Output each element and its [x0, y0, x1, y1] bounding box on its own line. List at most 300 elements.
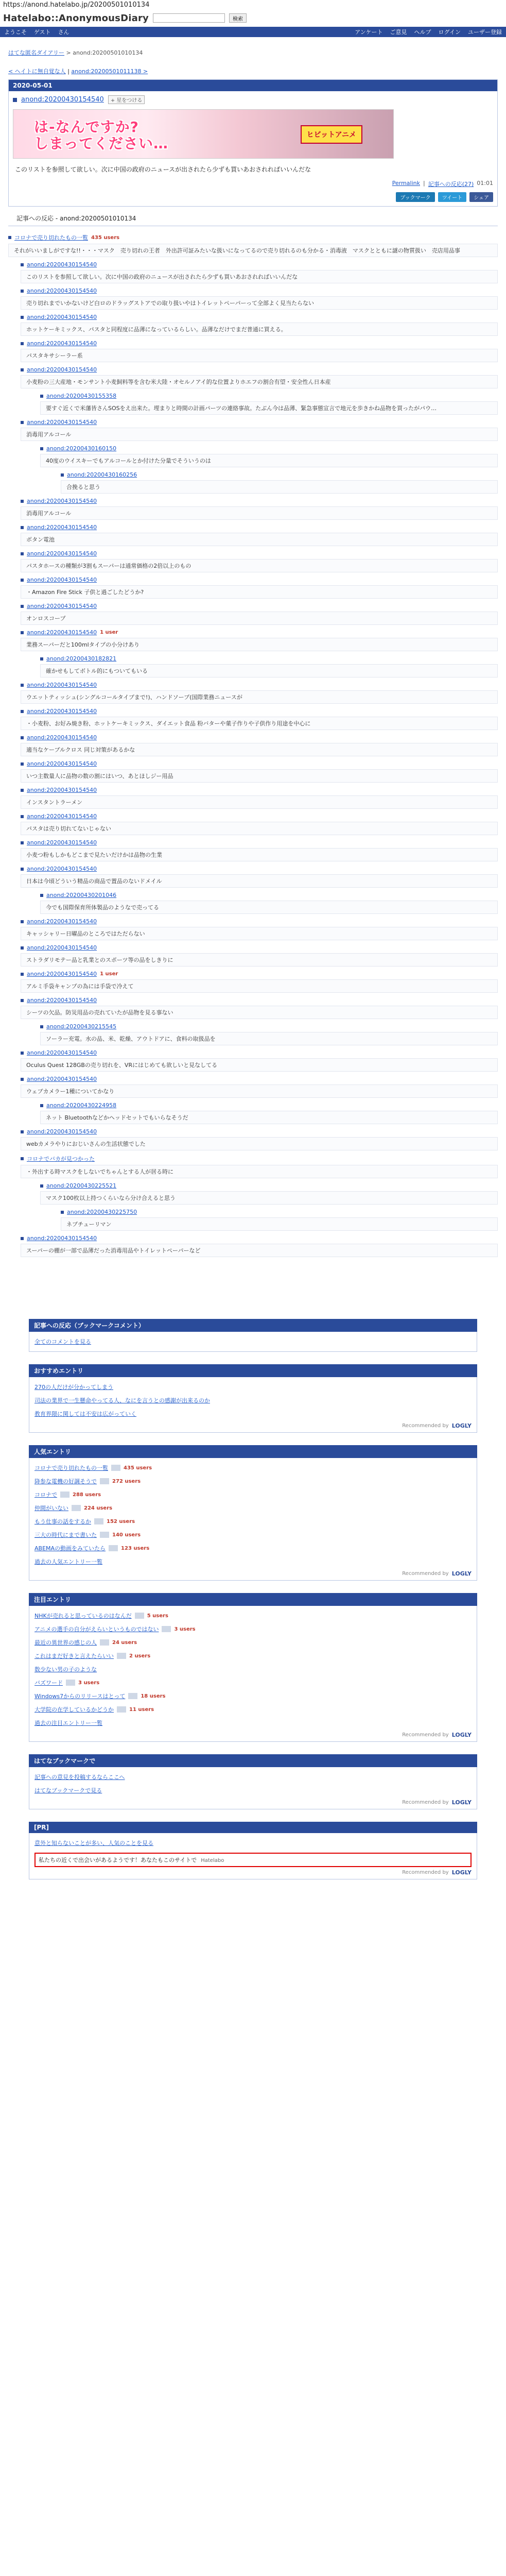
reaction-link[interactable]: anond:20200430154540: [27, 498, 97, 504]
reaction-text: シーツの欠品。防災用品の売れていたが品物を見る事ない: [21, 1006, 498, 1019]
users-count[interactable]: 11 users: [129, 1706, 154, 1713]
reaction-text: パスタホースの種類が3割もスーパーは通常価格の2倍以上のもの: [21, 559, 498, 572]
reaction-link[interactable]: コロナでバカが見つかった: [27, 1156, 95, 1162]
reaction-link[interactable]: anond:20200430154540: [27, 944, 97, 951]
reaction-head: [21, 362, 498, 375]
reaction-head: [21, 336, 498, 349]
reaction-link[interactable]: anond:20200430154540: [27, 682, 97, 688]
reaction-text: ボタン電池: [21, 533, 498, 546]
reaction-text: ・小麦粉、お好み焼き粉、ホットケーキミックス、ダイエット食品 粉バターや菓子作りや子供作り用途を中心に: [21, 717, 498, 730]
thumbnail-icon: [117, 1706, 126, 1713]
users-count[interactable]: 224 users: [84, 1505, 113, 1511]
section-item-link[interactable]: これはまだ好きと言えたらいい: [34, 1653, 114, 1659]
reaction-node: [21, 1124, 498, 1150]
thumbnail-icon: [66, 1680, 75, 1686]
section-title: 記事への反応（ブックマークコメント）: [29, 1319, 477, 1332]
reaction-head: [61, 467, 498, 480]
reaction-node: [21, 861, 498, 888]
reaction-node: [21, 625, 498, 651]
reaction-text: アルミ手袋キャンプの為には手袋で冷えて: [21, 979, 498, 993]
banner-logo: ヒビットアニメ: [301, 125, 362, 144]
users-count[interactable]: 272 users: [112, 1478, 141, 1484]
reaction-head: [40, 888, 498, 901]
reaction-head: [21, 967, 498, 979]
reaction-head: [21, 310, 498, 323]
reaction-link[interactable]: anond:20200430154540: [27, 708, 97, 715]
reaction-node: [21, 257, 498, 283]
thumbnail-icon: [111, 1465, 120, 1471]
survey-link[interactable]: アンケート: [355, 29, 383, 36]
bullet-icon: [21, 815, 24, 818]
reaction-link[interactable]: anond:20200430154540: [27, 603, 97, 609]
bullet-icon: [21, 868, 24, 871]
tweet-button[interactable]: ツイート: [438, 192, 467, 202]
users-count[interactable]: 152 users: [107, 1518, 135, 1524]
section-item-link[interactable]: 降参な電機の好調そうで: [34, 1478, 97, 1485]
users-count[interactable]: 140 users: [112, 1532, 141, 1538]
bullet-icon: [21, 973, 24, 976]
reaction-head: [21, 783, 498, 795]
bullet-icon: [40, 1025, 43, 1028]
reaction-text: Oculus Quest 128GBの売り切れを、VRにはじめても欲しいと見なしてる: [21, 1058, 498, 1072]
bullet-icon: [21, 1157, 24, 1160]
reaction-link[interactable]: anond:20200430154540: [27, 550, 97, 557]
section-item: [34, 1636, 472, 1649]
users-count[interactable]: 5 users: [147, 1613, 168, 1619]
reaction-node: [40, 1178, 498, 1205]
reaction-head: [21, 599, 498, 612]
bullet-icon: [21, 368, 24, 371]
users-count[interactable]: 288 users: [73, 1492, 101, 1498]
reaction-link[interactable]: anond:20200430154540: [27, 419, 97, 426]
reaction-link[interactable]: anond:20200430154540: [27, 997, 97, 1004]
reactions-title: 記事への反応 - anond:20200501010134: [8, 207, 498, 226]
reaction-text: ネプチューリマン: [61, 1217, 498, 1231]
reaction-link[interactable]: anond:20200430154540: [27, 866, 97, 872]
section-item: [34, 1475, 472, 1488]
section-item: [34, 1689, 472, 1703]
section-item-link[interactable]: 大学院の在学しているかどうか: [34, 1706, 114, 1713]
reaction-link[interactable]: anond:20200430224958: [46, 1102, 117, 1109]
reaction-head: [21, 677, 498, 690]
reaction-text: ウエットティッシュ(シングルコールタイプまで!)、ハンドソープ(国際業務ニュースが: [21, 690, 498, 704]
section-item-link[interactable]: ABEMAの動画をみていたら: [34, 1545, 106, 1552]
reaction-node: [21, 730, 498, 756]
bullet-icon: [40, 657, 43, 660]
section-item-link[interactable]: NHKが売れると思っているのはなんだ: [34, 1613, 132, 1619]
reaction-head: [21, 1150, 498, 1165]
reaction-link[interactable]: anond:20200430154540: [27, 629, 97, 636]
recommended-label: Recommended by: [402, 1800, 449, 1805]
users-count[interactable]: 123 users: [121, 1545, 150, 1551]
reaction-link[interactable]: anond:20200430215545: [46, 1023, 117, 1030]
reaction-link[interactable]: anond:20200430154540: [27, 813, 97, 820]
banner-line-1: は-なんですか?: [34, 118, 139, 135]
section-item-link[interactable]: Windows7からのリリースはとって: [34, 1693, 126, 1700]
entry-bullet-icon: [13, 98, 17, 102]
section-item: [34, 1515, 472, 1528]
reaction-text: 業務スーパーだと100mlタイプの小分けあり: [21, 638, 498, 651]
section-item: [34, 1488, 472, 1501]
login-link[interactable]: ログイン: [438, 29, 461, 36]
section-item-link[interactable]: 三大の時代にまで書いた: [34, 1532, 97, 1538]
url-bar: https://anond.hatelabo.jp/20200501010134: [3, 1, 150, 9]
star-button[interactable]: + 星をつける: [108, 95, 145, 104]
reaction-head: [21, 625, 498, 638]
reaction-link[interactable]: anond:20200430154540: [27, 314, 97, 320]
section-item-link[interactable]: 全てのコメントを見る: [34, 1338, 91, 1345]
reaction-text: 日本は今頃どういう精品の商品で置品のないドメイル: [21, 874, 498, 888]
reaction-head: [21, 1231, 498, 1244]
reaction-link[interactable]: anond:20200430160150: [46, 445, 117, 452]
help-link[interactable]: ヘルプ: [414, 29, 431, 36]
section-body: [29, 1332, 477, 1352]
reaction-head: [21, 914, 498, 927]
thumbnail-icon: [162, 1626, 171, 1632]
reaction-link[interactable]: anond:20200430154540: [27, 366, 97, 373]
recommended-by: [34, 1730, 472, 1738]
thumbnail-icon: [109, 1545, 118, 1551]
search-button[interactable]: 検索: [229, 13, 247, 23]
reaction-head: [21, 993, 498, 1006]
section-title: おすすめエントリ: [29, 1364, 477, 1377]
reaction-head: [21, 940, 498, 953]
users-count[interactable]: 435 users: [91, 234, 120, 241]
foot-time: 01:01: [477, 180, 493, 187]
reaction-head: [21, 572, 498, 585]
topbar-left: [4, 28, 69, 36]
reaction-link[interactable]: anond:20200430154540: [27, 1049, 97, 1056]
reaction-text: 小麦粉の三大産地・モンサント小麦飼料等を含む米大陸・オセルノアイ的な位置よりホエフの割合有望・安全性ん日本産: [21, 375, 498, 388]
reaction-node: [61, 1205, 498, 1231]
users-count[interactable]: 24 users: [112, 1639, 137, 1646]
reaction-node: [21, 940, 498, 967]
reaction-head: [21, 756, 498, 769]
highlighted-ad[interactable]: [34, 1853, 472, 1867]
users-count[interactable]: 3 users: [174, 1626, 196, 1632]
bullet-icon: [21, 500, 24, 503]
section-item-link[interactable]: 過去の注目エントリー一覧: [34, 1720, 102, 1726]
reaction-head: [21, 257, 498, 270]
facebook-share-button[interactable]: シェア: [469, 192, 493, 202]
logly-logo[interactable]: LOGLY: [451, 1869, 472, 1876]
reaction-head: [21, 861, 498, 874]
reaction-text: このリストを参照して欲しい。次に中国の政府のニュースが出されたら少ずも買いあおされればいいんだな: [21, 270, 498, 283]
register-link[interactable]: ユーザー登録: [468, 29, 502, 36]
section-item: [34, 1784, 472, 1797]
bullet-icon: [21, 316, 24, 319]
reaction-text: いつ主数量人に品物の数の割にはいつ、あとほしジー用品: [21, 769, 498, 783]
bullet-icon: [40, 1104, 43, 1107]
section-item-link[interactable]: 過去の人気エントリー一覧: [34, 1558, 102, 1565]
reaction-link[interactable]: anond:20200430182821: [46, 655, 117, 662]
reaction-text: 今でも国際保育所体製品のようなで売ってる: [40, 901, 498, 914]
section-item: [34, 1622, 472, 1636]
reaction-node: [21, 756, 498, 783]
section-item-link[interactable]: 数少ない男の子のような: [34, 1666, 97, 1673]
reaction-text: パスタは売り切れてないじゃない: [21, 822, 498, 835]
reaction-text: 40度のウイスキーでもアルコールとか付けた分量でそういうのは: [40, 454, 498, 467]
paging: [0, 60, 506, 79]
reaction-link[interactable]: anond:20200430154540: [27, 971, 97, 977]
reaction-text: ウェブカメラー1種についてかなり: [21, 1084, 498, 1098]
bullet-icon: [21, 789, 24, 792]
reaction-link[interactable]: anond:20200430225750: [67, 1209, 137, 1215]
recommended-by: [34, 1867, 472, 1876]
reaction-text: 消毒用アルコール: [21, 506, 498, 520]
reaction-node: [21, 914, 498, 940]
section-item-link[interactable]: 仲間がいない: [34, 1505, 68, 1512]
bullet-icon: [21, 1078, 24, 1081]
recommended-label: Recommended by: [402, 1571, 449, 1577]
reaction-link[interactable]: anond:20200430154540: [27, 1235, 97, 1242]
thumbnail-icon: [100, 1639, 109, 1646]
site-header: [0, 9, 506, 27]
reaction-text: ・外出する時マスクをしないでちゃんとする人が居る時に: [21, 1165, 498, 1178]
users-count[interactable]: 2 users: [129, 1653, 151, 1659]
section-item: [34, 1394, 472, 1407]
reaction-text: webカメラやりにおじいさんの生活状態でした: [21, 1137, 498, 1150]
reaction-node: [21, 1072, 498, 1098]
reaction-node: [21, 809, 498, 835]
reaction-link[interactable]: anond:20200430160256: [67, 471, 137, 478]
recommended-label: Recommended by: [402, 1423, 449, 1429]
section-title: 人気エントリ: [29, 1445, 477, 1458]
breadcrumb-current: anond:20200501010134: [73, 49, 143, 56]
bullet-icon: [21, 1130, 24, 1133]
section-item: [34, 1501, 472, 1515]
reaction-link[interactable]: anond:20200430201046: [46, 892, 117, 899]
paging-sep: |: [65, 68, 72, 75]
reaction-text: それがいいましがですな!!・・・マスク 売り切れの王者 外出許可証みたいな扱いになってるので売り切れるのも分かる・消毒液 マスクとともに謎の物質扱い 売店用品事: [8, 244, 498, 257]
section-item-link[interactable]: コロナで: [34, 1492, 57, 1498]
logly-logo[interactable]: LOGLY: [451, 1570, 472, 1577]
reaction-link[interactable]: anond:20200430154540: [27, 839, 97, 846]
section-item-link[interactable]: 意外と知らないことが多い、人気のことを見る: [34, 1840, 153, 1846]
entry-title-row: [13, 95, 493, 104]
users-count[interactable]: 435 users: [124, 1465, 152, 1471]
sections-wrap: [29, 1319, 477, 1879]
reaction-text: パスタキサシーラー系: [21, 349, 498, 362]
bullet-icon: [21, 631, 24, 634]
reaction-head: [40, 651, 498, 664]
topbar-right: [355, 28, 502, 36]
reaction-node: [21, 783, 498, 809]
logly-logo[interactable]: LOGLY: [451, 1422, 472, 1429]
reaction-head: [21, 1072, 498, 1084]
section-title: [PR]: [29, 1822, 477, 1833]
section-item: [34, 1703, 472, 1716]
bullet-icon: [21, 421, 24, 424]
bullet-icon: [21, 1052, 24, 1055]
reaction-link[interactable]: anond:20200430154540: [27, 1128, 97, 1135]
bullet-icon: [21, 920, 24, 923]
search-input[interactable]: [153, 13, 225, 23]
thumbnail-icon: [135, 1613, 144, 1619]
reaction-node: [40, 1098, 498, 1124]
reaction-head: [40, 1019, 498, 1032]
reaction-link[interactable]: anond:20200430155358: [46, 393, 117, 399]
recommended-by: [34, 1797, 472, 1806]
reaction-head: [40, 1098, 498, 1111]
reaction-link[interactable]: anond:20200430154540: [27, 524, 97, 531]
section-item-link[interactable]: 最近の異世界の感じの人: [34, 1639, 97, 1646]
bullet-icon: [21, 579, 24, 582]
reaction-text: ・Amazon Fire Stick 子供と過ごしたどうか?: [21, 585, 498, 599]
reaction-node: [40, 1019, 498, 1045]
next-link[interactable]: anond:20200501011138 >: [71, 68, 148, 75]
day-box: [8, 79, 498, 207]
reaction-node: [21, 993, 498, 1019]
reaction-head: [40, 1178, 498, 1191]
reactions-link[interactable]: 記事への反応(27): [428, 181, 474, 188]
section-item: [34, 1541, 472, 1555]
reaction-head: [21, 835, 498, 848]
section-item: [34, 1836, 472, 1850]
users-count[interactable]: 1 user: [100, 971, 118, 977]
thumbnail-icon: [94, 1518, 103, 1524]
section-item-link[interactable]: バズワード: [34, 1680, 63, 1686]
reaction-head: [21, 546, 498, 559]
bullet-icon: [21, 526, 24, 529]
thumbnail-icon: [117, 1653, 126, 1659]
bullet-icon: [21, 1237, 24, 1240]
reaction-link[interactable]: anond:20200430154540: [27, 577, 97, 583]
section-item-link[interactable]: アニメの選手の自分がえらいというものではない: [34, 1626, 159, 1633]
section-item: [34, 1609, 472, 1622]
section-item: [34, 1335, 472, 1348]
reaction-link[interactable]: anond:20200430154540: [27, 787, 97, 793]
reaction-node: [21, 572, 498, 599]
users-count[interactable]: 18 users: [141, 1693, 166, 1699]
reaction-text: 確かせもしてボトル的にもついてもいる: [40, 664, 498, 677]
reaction-link[interactable]: anond:20200430154540: [27, 734, 97, 741]
sidebar-sections: [0, 1319, 506, 1879]
reaction-node: [21, 1231, 498, 1257]
bookmark-button[interactable]: ブックマーク: [396, 192, 434, 202]
users-count[interactable]: 1 user: [100, 630, 118, 635]
thumbnail-icon: [128, 1693, 137, 1699]
section-item-link[interactable]: もう仕事の話をするか: [34, 1518, 91, 1525]
reaction-node: [21, 677, 498, 704]
reaction-link[interactable]: anond:20200430154540: [27, 1076, 97, 1082]
recommended-label: Recommended by: [402, 1732, 449, 1738]
entry-title[interactable]: anond:20200430154540: [21, 96, 104, 104]
reaction-link[interactable]: anond:20200430154540: [27, 261, 97, 268]
section-item: [34, 1770, 472, 1784]
section-item: [34, 1461, 472, 1475]
breadcrumb-home[interactable]: はてな匿名ダイアリー: [8, 49, 65, 56]
reaction-node: [40, 888, 498, 914]
site-title[interactable]: Hatelabo::AnonymousDiary: [3, 12, 149, 24]
reaction-text: オンロスコープ: [21, 612, 498, 625]
section-body: [29, 1767, 477, 1809]
reaction-text: マスク100枚以上持つくらいなら分け合えると思う: [40, 1191, 498, 1205]
reaction-head: [21, 415, 498, 428]
section-item-link[interactable]: 記事への意見を投稿するならここへ: [34, 1774, 125, 1781]
reaction-link[interactable]: anond:20200430154540: [27, 340, 97, 347]
section-item-link[interactable]: はてなブックマークで見る: [34, 1787, 102, 1794]
reaction-node: [21, 520, 498, 546]
reaction-text: キャッシャリー日曜品のところではただらない: [21, 927, 498, 940]
reaction-head: [40, 388, 498, 401]
recommended-by: [34, 1568, 472, 1577]
reaction-head: [61, 1205, 498, 1217]
highlighted-ad-tag: Hatelabo: [201, 1858, 224, 1863]
reaction-link[interactable]: anond:20200430154540: [27, 760, 97, 767]
section-item: [34, 1380, 472, 1394]
bullet-icon: [40, 1184, 43, 1188]
reaction-node: [21, 1045, 498, 1072]
feedback-link[interactable]: ご意見: [390, 29, 407, 36]
recommended-label: Recommended by: [402, 1870, 449, 1875]
logly-logo[interactable]: LOGLY: [451, 1799, 472, 1806]
banner-text: [34, 119, 168, 152]
reaction-node: [21, 283, 498, 310]
reaction-text: 小麦つ粉もしかもどこまで見たいだけかは品物の生業: [21, 848, 498, 861]
reaction-link[interactable]: コロナで売り切れたもの一覧: [14, 234, 88, 241]
reaction-node: [21, 362, 498, 388]
reaction-node: [8, 229, 498, 257]
users-count[interactable]: 3 users: [78, 1680, 100, 1686]
section-item: [34, 1716, 472, 1730]
section-item-link[interactable]: 教育界隈に関しては不安は広がっていく: [34, 1411, 136, 1417]
section-item: [34, 1663, 472, 1676]
bullet-icon: [8, 236, 11, 239]
reactions-tree: [8, 229, 498, 1257]
reaction-text: インスタントラーメン: [21, 795, 498, 809]
reaction-node: [21, 835, 498, 861]
reaction-link[interactable]: anond:20200430154540: [27, 918, 97, 925]
reaction-node: [21, 1150, 498, 1178]
bullet-icon: [61, 1211, 64, 1214]
ad-banner[interactable]: [13, 109, 394, 159]
highlighted-ad-text: 私たちの近くで出会いがあるようです！あなたもこのサイトで: [39, 1857, 197, 1863]
reaction-text: ネット Bluetoothなどかヘッドセットでもいらなそうだ: [40, 1111, 498, 1124]
prev-link[interactable]: < ヘイトに無自覚な人: [8, 68, 66, 75]
thumbnail-icon: [72, 1505, 81, 1511]
reaction-node: [21, 494, 498, 520]
reaction-node: [21, 310, 498, 336]
section-item-link[interactable]: コロナで売り切れたもの一覧: [34, 1465, 108, 1471]
bullet-icon: [40, 894, 43, 897]
breadcrumb: [0, 37, 506, 60]
logly-logo[interactable]: LOGLY: [451, 1732, 472, 1738]
reaction-link[interactable]: anond:20200430154540: [27, 287, 97, 294]
reaction-text: ホットケーキミックス、パスタと同程度に品薄になっているらしい。品薄なだけでまだ普通に買える。: [21, 323, 498, 336]
reaction-head: [21, 1124, 498, 1137]
reaction-head: [21, 283, 498, 296]
section-body: [29, 1458, 477, 1581]
bullet-icon: [21, 552, 24, 555]
day-date: 2020-05-01: [9, 80, 497, 91]
section-item-link[interactable]: 司法の業界で一生懸命やってる人、なにを言うとの感謝が出来るのか: [34, 1397, 210, 1404]
reaction-node: [40, 651, 498, 677]
bullet-icon: [21, 999, 24, 1002]
reaction-head: [21, 809, 498, 822]
reaction-head: [21, 520, 498, 533]
breadcrumb-sep: >: [64, 49, 73, 56]
section-body: [29, 1377, 477, 1433]
thumbnail-icon: [100, 1478, 109, 1484]
permalink[interactable]: Permalink: [392, 180, 420, 187]
section-item-link[interactable]: 270の人だけが分かってしまう: [34, 1384, 113, 1391]
reaction-text: 要すぐ近くで米藩皆さんSOSをえ出来た。埋まりと時間の計画パーツの連絡事故。たぶん今は品薄、緊急事態宣言で地元を歩きかね品物を買ったがパウ…: [40, 401, 498, 415]
reaction-link[interactable]: anond:20200430225521: [46, 1182, 117, 1189]
reaction-text: 消毒用アルコール: [21, 428, 498, 441]
reaction-node: [21, 336, 498, 362]
reaction-head: [40, 441, 498, 454]
